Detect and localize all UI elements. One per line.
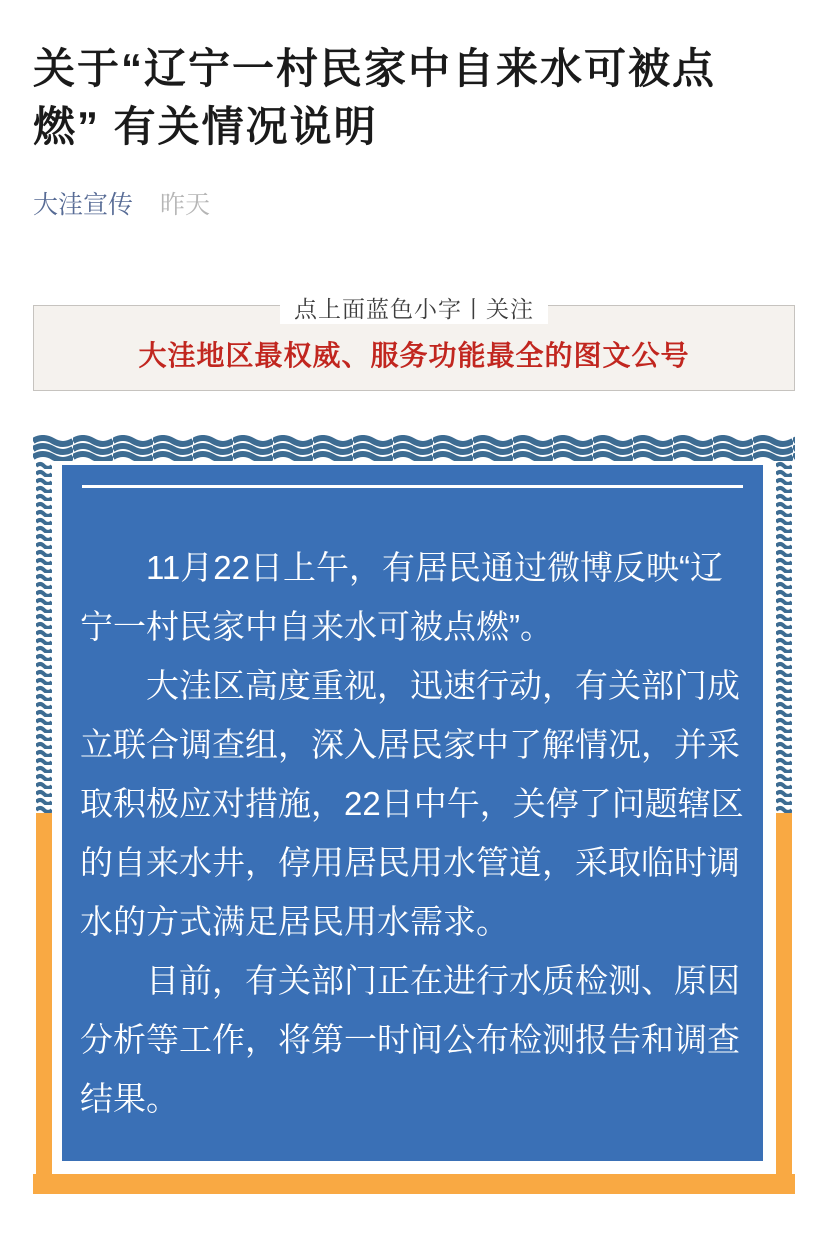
article-title: 关于“辽宁一村民家中自来水可被点燃” 有关情况说明 (33, 45, 717, 150)
follow-hint (34, 291, 794, 324)
notice-body (62, 465, 763, 1161)
notice-divider (82, 485, 743, 488)
notice-paragraph-3: 目前，有关部门正在进行水质检测、原因分析等工作，将第一时间公布检测报告和调查结果。 (80, 962, 740, 1118)
orange-border-bottom (33, 1174, 795, 1194)
account-slogan: 大洼地区最权威、服务功能最全的图文公号 (138, 340, 690, 372)
notice-paragraph-1: 11月22日上午，有居民通过微博反映“辽宁一村民家中自来水可被点燃”。 (80, 549, 723, 646)
wave-border-left (36, 461, 52, 1194)
wave-border-top (33, 435, 795, 461)
follow-hint-label: 点上面蓝色小字丨关注 (280, 291, 548, 324)
publish-time: 昨天 (159, 190, 210, 219)
orange-border-left (36, 813, 52, 1194)
orange-border-right (776, 813, 792, 1194)
account-name-link[interactable]: 大洼宣传 (33, 190, 134, 219)
article-byline (33, 192, 795, 220)
wave-border-right (776, 461, 792, 1194)
notice-card (33, 435, 795, 1194)
notice-paragraph-2: 大洼区高度重视，迅速行动，有关部门成立联合调查组，深入居民家中了解情况，并采取积极应对措施，22日中午，关停了问题辖区的自来水井，停用居民用水管道，采取临时调水的方式满足居民用水需求。 (80, 667, 744, 941)
follow-banner (33, 296, 795, 391)
